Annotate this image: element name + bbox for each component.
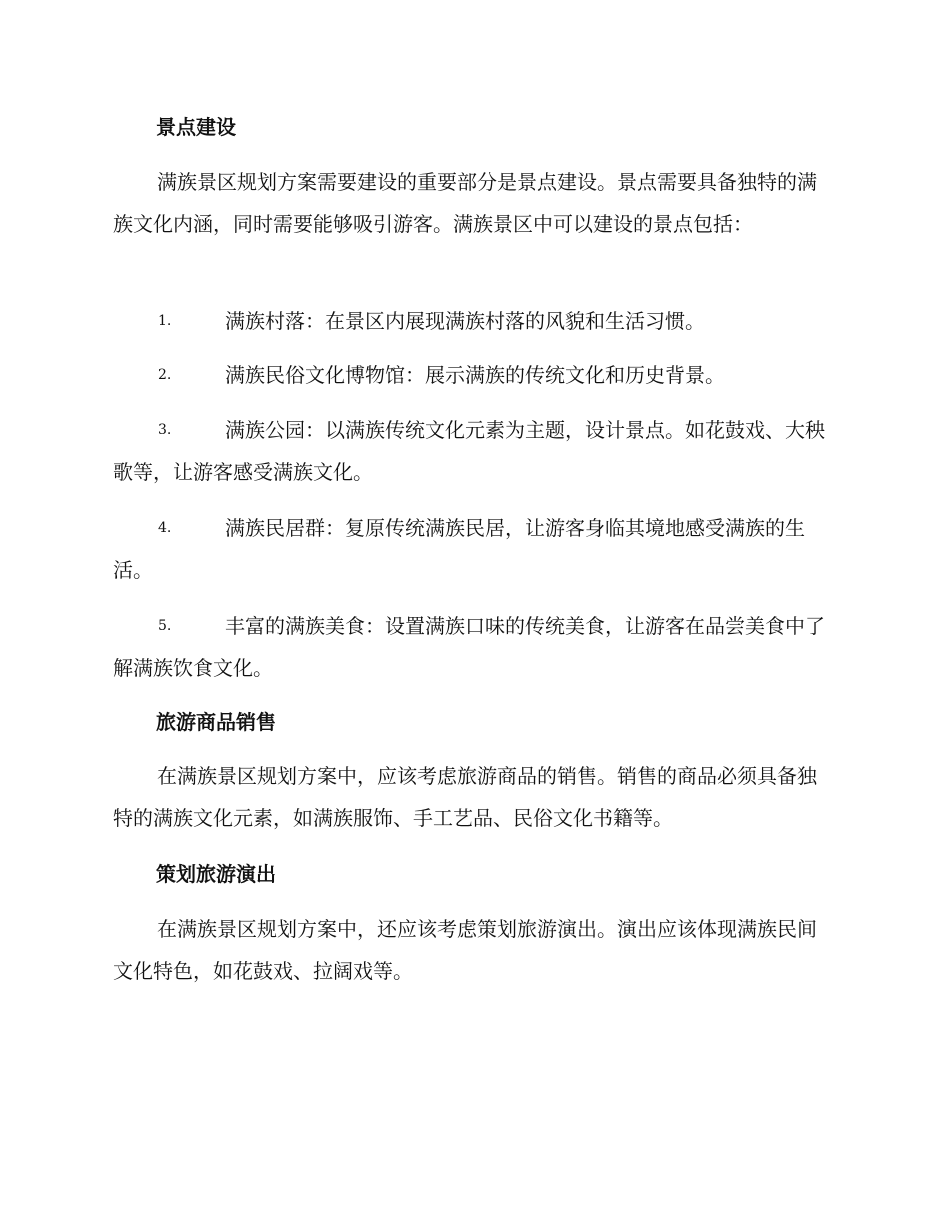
souvenirs-paragraph: 在满族景区规划方案中，应该考虑旅游商品的销售。销售的商品必须具备独特的满族文化元素，如满族服饰、手工艺品、民俗文化书籍等。 xyxy=(113,764,817,830)
performances-paragraph: 在满族景区规划方案中，还应该考虑策划旅游演出。演出应该体现满族民间文化特色，如花鼓戏、拉阔戏等。 xyxy=(113,917,817,983)
list-item-text: 满族民居群：复原传统满族民居，让游客身临其境地感受满族的生活。 xyxy=(113,516,805,582)
section-heading-scenic: 景点建设 xyxy=(156,115,236,139)
section-heading-souvenirs: 旅游商品销售 xyxy=(156,710,276,734)
list-item-number: 4. xyxy=(158,520,172,536)
list-item-text: 丰富的满族美食：设置满族口味的传统美食，让游客在品尝美食中了解满族饮食文化。 xyxy=(113,614,825,680)
section-heading-performances: 策划旅游演出 xyxy=(156,862,276,886)
list-item-text: 满族民俗文化博物馆：展示满族的传统文化和历史背景。 xyxy=(225,363,725,387)
scenic-intro-paragraph: 满族景区规划方案需要建设的重要部分是景点建设。景点需要具备独特的满族文化内涵，同时需要能够吸引游客。满族景区中可以建设的景点包括： xyxy=(113,170,817,236)
list-item-number: 5. xyxy=(158,618,172,634)
list-item-number: 2. xyxy=(158,367,172,383)
list-item-text: 满族村落：在景区内展现满族村落的风貌和生活习惯。 xyxy=(225,309,705,333)
list-item-number: 1. xyxy=(158,313,172,329)
list-item-text: 满族公园：以满族传统文化元素为主题，设计景点。如花鼓戏、大秧歌等，让游客感受满族文化。 xyxy=(113,418,825,484)
list-item-number: 3. xyxy=(158,422,172,438)
